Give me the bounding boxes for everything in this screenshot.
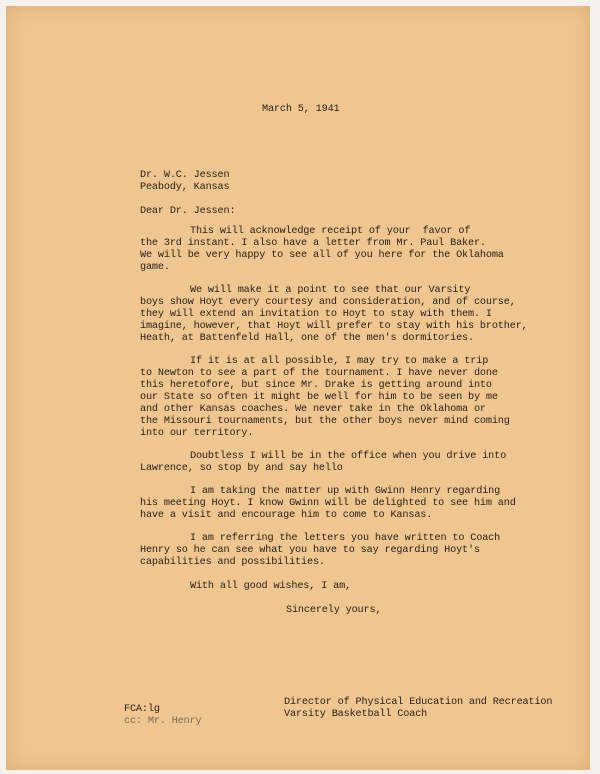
- paragraph-line: Lawrence, so stop by and say hello: [140, 463, 343, 474]
- closing-wish: With all good wishes, I am,: [190, 581, 352, 592]
- paragraph-line: capabilities and possibilities.: [140, 557, 325, 568]
- letter-page: [6, 6, 590, 770]
- paragraph-line: We will make it a point to see that our Varsity: [190, 285, 471, 296]
- paragraph-line: imagine, however, that Hoyt will prefer to stay with his brother,: [140, 321, 528, 332]
- paragraph-line: game.: [140, 262, 170, 273]
- paragraph-line: our State so often it might be well for him to be seen by me: [140, 392, 498, 403]
- letter-date: March 5, 1941: [262, 104, 340, 115]
- recipient-location: Peabody, Kansas: [140, 182, 230, 193]
- paragraph-line: I am referring the letters you have written to Coach: [190, 533, 501, 544]
- paragraph-line: this heretofore, but since Mr. Drake is getting around into: [140, 380, 492, 391]
- paragraph-line: and other Kansas coaches. We never take in the Oklahoma or: [140, 404, 486, 415]
- signature-title: Director of Physical Education and Recreation: [284, 697, 553, 708]
- paragraph-line: they will extend an invitation to Hoyt to stay with them. I: [140, 309, 492, 320]
- paragraph-line: Doubtless I will be in the office when you drive into: [190, 451, 507, 462]
- salutation: Dear Dr. Jessen:: [140, 206, 236, 217]
- paragraph-line: Henry so he can see what you have to say regarding Hoyt's: [140, 545, 480, 556]
- paragraph-line: If it is at all possible, I may try to make a trip: [190, 356, 489, 367]
- paragraph-line: We will be very happy to see all of you here for the Oklahoma: [140, 250, 504, 261]
- paragraph-line: to Newton to see a part of the tournament. I have never done: [140, 368, 498, 379]
- typist-initials: FCA:lg: [124, 704, 160, 715]
- paragraph-line: Heath, at Battenfeld Hall, one of the men's dormitories.: [140, 333, 474, 344]
- paragraph-line: the 3rd instant. I also have a letter from Mr. Paul Baker.: [140, 238, 486, 249]
- carbon-copy: cc: Mr. Henry: [124, 716, 202, 727]
- paragraph-line: his meeting Hoyt. I know Gwinn will be delighted to see him and: [140, 498, 516, 509]
- paragraph-line: have a visit and encourage him to come to Kansas.: [140, 510, 433, 521]
- paragraph-line: the Missouri tournaments, but the other boys never mind coming: [140, 416, 510, 427]
- signature-title: Varsity Basketball Coach: [284, 709, 428, 720]
- paragraph-line: boys show Hoyt every courtesy and consideration, and of course,: [140, 297, 516, 308]
- recipient-name: Dr. W.C. Jessen: [140, 170, 230, 181]
- paragraph-line: This will acknowledge receipt of your favor of: [190, 226, 471, 237]
- closing: Sincerely yours,: [286, 605, 382, 616]
- paragraph-line: into our territory.: [140, 428, 254, 439]
- paragraph-line: I am taking the matter up with Gwinn Henry regarding: [190, 486, 501, 497]
